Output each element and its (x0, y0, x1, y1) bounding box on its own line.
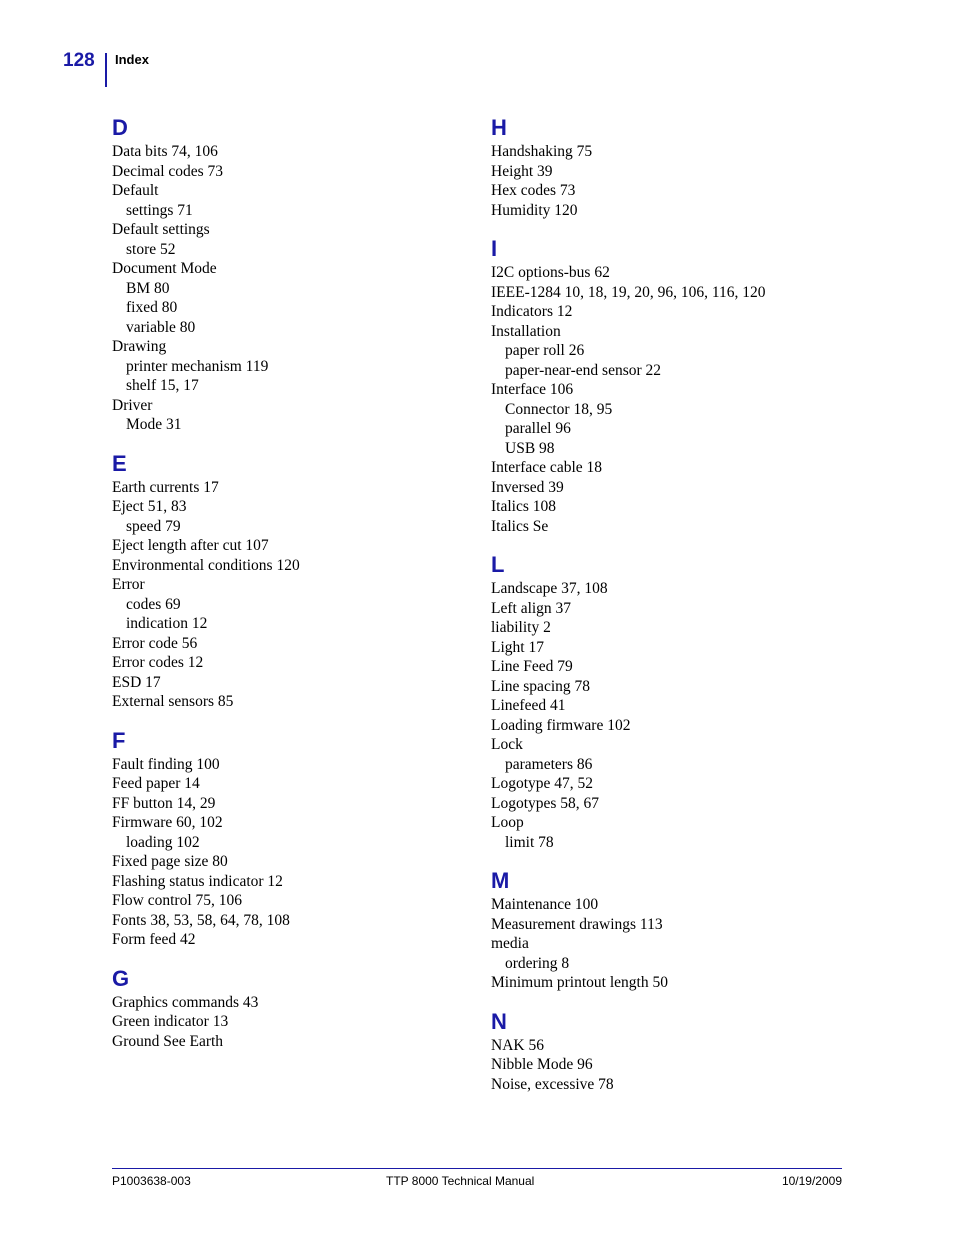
index-entry: Loop (491, 814, 524, 831)
index-section-m (491, 869, 851, 993)
index-subentry: settings 71 (126, 201, 193, 219)
index-entry: Logotypes 58, 67 (491, 794, 600, 812)
index-entry: Data bits 74, 106 (112, 143, 218, 160)
index-entry: Form feed 42 (112, 931, 196, 948)
index-entry: Line Feed 79 (491, 658, 573, 675)
section-letter: H (491, 115, 507, 140)
index-subentry: ordering 8 (505, 954, 570, 972)
index-entry: Landscape 37, 108 (491, 580, 608, 597)
index-entry: Earth currents 17 (112, 478, 219, 496)
index-entry: Ground See Earth (112, 1032, 224, 1050)
index-entry: Flow control 75, 106 (112, 892, 243, 909)
index-entry: Feed paper 14 (112, 775, 200, 792)
index-entry: ESD 17 (112, 673, 161, 691)
index-entry: liability 2 (491, 619, 551, 636)
index-entry: Default (112, 182, 159, 199)
index-subentry: loading 102 (126, 833, 200, 851)
index-entry: Nibble Mode 96 (491, 1056, 593, 1073)
index-subentry: paper-near-end sensor 22 (505, 361, 662, 379)
index-entry: Hex codes 73 (491, 182, 576, 199)
index-column-right (491, 116, 851, 1111)
index-entry: Indicators 12 (491, 303, 573, 320)
index-entry: Noise, excessive 78 (491, 1075, 614, 1093)
index-entry: Loading firmware 102 (491, 716, 631, 734)
index-entry: IEEE-1284 10, 18, 19, 20, 96, 106, 116, 120 (491, 283, 766, 301)
index-subentry: parallel 96 (505, 420, 571, 437)
index-entry: Lock (491, 736, 523, 753)
index-subentry: parameters 86 (505, 755, 593, 773)
section-letter: F (112, 727, 126, 753)
index-entry: Line spacing 78 (491, 677, 591, 695)
index-entry: Eject 51, 83 (112, 498, 187, 515)
section-letter: D (112, 115, 128, 140)
index-entry: Inversed 39 (491, 478, 564, 496)
section-letter: N (491, 1008, 507, 1034)
index-section-f (112, 729, 452, 950)
index-entry: Measurement drawings 113 (491, 915, 663, 933)
index-section-g (112, 967, 452, 1052)
index-subentry: variable 80 (126, 318, 196, 336)
index-entry: Error (112, 576, 145, 593)
index-subentry: Connector 18, 95 (505, 400, 613, 418)
index-entry: Italics Se (491, 517, 549, 535)
index-entry: Graphics commands 43 (112, 993, 259, 1011)
index-entry: Document Mode (112, 260, 217, 277)
index-entry: Default settings (112, 221, 210, 238)
index-section-n (491, 1010, 851, 1095)
index-entry: Drawing (112, 338, 167, 355)
section-letter: M (491, 868, 510, 893)
index-entry: Eject length after cut 107 (112, 537, 269, 554)
page-header (0, 0, 954, 100)
section-letter: L (491, 552, 505, 577)
index-entry: Maintenance 100 (491, 896, 599, 913)
page-number: 128 (63, 50, 95, 71)
index-subentry: limit 78 (505, 833, 554, 851)
index-subentry: shelf 15, 17 (126, 377, 199, 394)
index-entry: Logotype 47, 52 (491, 775, 594, 792)
index-entry: Humidity 120 (491, 201, 578, 219)
index-section-i (491, 237, 851, 536)
index-subentry: USB 98 (505, 439, 555, 457)
index-entry: Italics 108 (491, 498, 556, 515)
index-entry: Linefeed 41 (491, 697, 566, 714)
section-title: Index (115, 52, 149, 67)
index-subentry: speed 79 (126, 517, 181, 535)
index-entry: media (491, 935, 529, 952)
index-entry: Fixed page size 80 (112, 853, 228, 870)
index-entry: FF button 14, 29 (112, 794, 216, 812)
section-letter: E (112, 450, 127, 476)
index-section-h (491, 116, 851, 220)
index-section-d (112, 116, 452, 435)
index-subentry: fixed 80 (126, 299, 178, 316)
index-subentry: paper roll 26 (505, 342, 585, 359)
index-subentry: Mode 31 (126, 416, 182, 433)
index-entry: Left align 37 (491, 599, 572, 617)
index-entry: Installation (491, 322, 561, 340)
index-entry: Firmware 60, 102 (112, 814, 223, 831)
index-entry: Height 39 (491, 162, 553, 180)
index-entry: External sensors 85 (112, 693, 234, 710)
index-subentry: indication 12 (126, 615, 208, 632)
index-entry: Interface cable 18 (491, 459, 603, 476)
index-column-left (112, 116, 452, 1068)
index-entry: Environmental conditions 120 (112, 556, 300, 574)
header-divider (105, 53, 107, 87)
index-entry: Interface 106 (491, 381, 574, 398)
index-entry: Driver (112, 396, 153, 414)
index-entry: I2C options-bus 62 (491, 264, 610, 281)
index-entry: Error codes 12 (112, 654, 204, 671)
footer-manual-title: TTP 8000 Technical Manual (386, 1174, 535, 1188)
index-entry: Green indicator 13 (112, 1013, 229, 1030)
index-subentry: codes 69 (126, 595, 181, 613)
index-entry: Decimal codes 73 (112, 162, 224, 180)
index-entry: Error code 56 (112, 634, 198, 652)
index-entry: Fonts 38, 53, 58, 64, 78, 108 (112, 911, 290, 929)
index-entry: NAK 56 (491, 1036, 544, 1054)
footer-doc-number: P1003638-003 (112, 1174, 191, 1188)
index-subentry: store 52 (126, 240, 176, 258)
index-entry: Light 17 (491, 638, 544, 656)
index-subentry: printer mechanism 119 (126, 357, 269, 375)
footer-date: 10/19/2009 (781, 1174, 842, 1188)
footer-divider (112, 1168, 842, 1169)
index-entry: Fault finding 100 (112, 755, 220, 773)
index-entry: Minimum printout length 50 (491, 974, 668, 991)
index-section-l (491, 553, 851, 852)
section-letter: G (112, 965, 130, 991)
index-section-e (112, 452, 452, 712)
index-entry: Flashing status indicator 12 (112, 872, 283, 890)
index-subentry: BM 80 (126, 279, 170, 297)
index-entry: Handshaking 75 (491, 143, 593, 160)
section-letter: I (491, 236, 498, 261)
